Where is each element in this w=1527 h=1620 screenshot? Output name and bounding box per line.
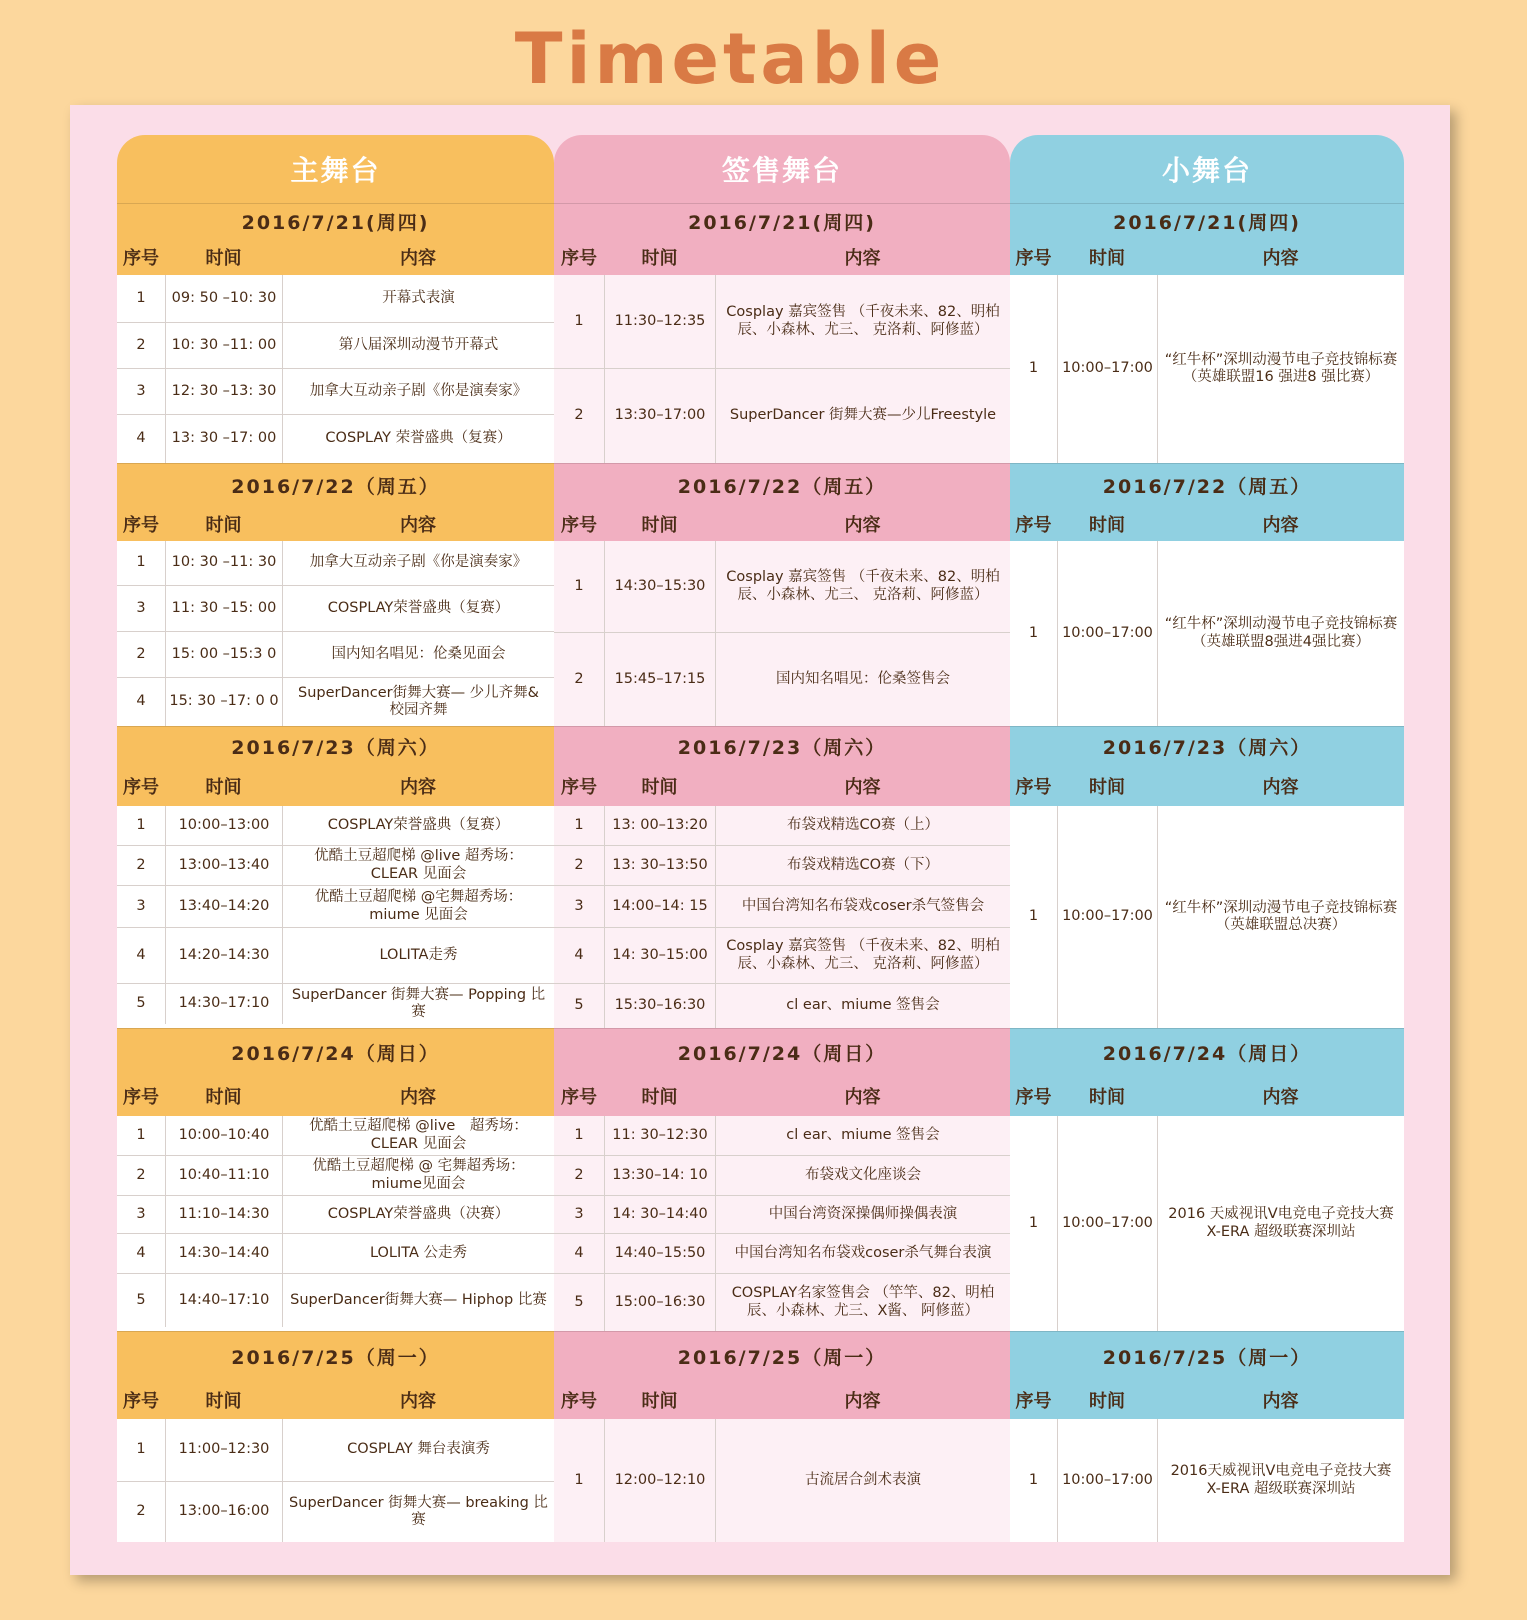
day-date: 2016/7/25（周一） xyxy=(554,1331,1010,1381)
row-number: 1 xyxy=(574,1471,584,1488)
column-header-row xyxy=(554,507,1010,541)
column-header-row xyxy=(117,238,554,275)
table-row xyxy=(117,1156,554,1196)
table-row xyxy=(554,1196,1010,1234)
row-time: 13: 30–13:50 xyxy=(604,846,715,885)
day-schedule xyxy=(1010,1116,1404,1331)
table-row xyxy=(554,369,1010,463)
row-time: 10:40–11:10 xyxy=(165,1156,282,1195)
row-content: COSPLAY 舞台表演秀 xyxy=(282,1419,554,1481)
header-time: 时间 xyxy=(1089,247,1125,269)
row-number: 2 xyxy=(574,1166,584,1183)
row-time: 13:00–13:40 xyxy=(165,846,282,885)
row-number: 4 xyxy=(136,693,146,710)
header-content: 内容 xyxy=(1262,1391,1299,1412)
column-header-row xyxy=(554,1381,1010,1419)
column-header-row xyxy=(117,507,554,541)
header-time: 时间 xyxy=(205,1391,242,1412)
row-number: 3 xyxy=(136,1205,146,1222)
column-header-row xyxy=(117,1381,554,1419)
table-row xyxy=(554,886,1010,928)
day-schedule xyxy=(1010,806,1404,1028)
column-header-row xyxy=(1010,1076,1404,1116)
row-time: 11:00–12:30 xyxy=(165,1419,282,1481)
row-number: 1 xyxy=(1028,1214,1039,1231)
row-number: 1 xyxy=(574,312,584,329)
row-number: 1 xyxy=(1028,908,1039,925)
table-row xyxy=(117,415,554,463)
header-no: 序号 xyxy=(123,247,159,269)
header-no: 序号 xyxy=(561,247,597,269)
table-row xyxy=(554,633,1010,726)
header-no: 序号 xyxy=(1015,777,1052,798)
header-content: 内容 xyxy=(844,1391,881,1412)
row-time: 14:20–14:30 xyxy=(165,928,282,983)
header-time: 时间 xyxy=(205,777,242,798)
day-date: 2016/7/22（周五） xyxy=(117,463,554,507)
row-number: 5 xyxy=(136,1291,146,1308)
row-time: 14:40–17:10 xyxy=(165,1274,282,1327)
header-content: 内容 xyxy=(400,247,436,269)
day-schedule xyxy=(117,541,554,726)
column-header-row xyxy=(554,238,1010,275)
row-content: SuperDancer 街舞大赛— Popping 比赛 xyxy=(282,984,554,1024)
day-schedule xyxy=(1010,541,1404,726)
table-row xyxy=(117,275,554,323)
header-no: 序号 xyxy=(123,515,159,536)
header-content: 内容 xyxy=(400,777,436,798)
column-header-row xyxy=(1010,766,1404,806)
row-content: Cosplay 嘉宾签售 （千夜未来、82、明柏辰、小森林、尤三、 克洛莉、阿修蓝） xyxy=(715,928,1010,983)
row-number: 4 xyxy=(136,1244,146,1261)
table-row xyxy=(554,1234,1010,1274)
row-number: 1 xyxy=(1028,1471,1039,1488)
main-stage-column xyxy=(117,135,554,1542)
row-number: 4 xyxy=(136,430,146,447)
column-header-row xyxy=(1010,507,1404,541)
header-time: 时间 xyxy=(641,515,678,536)
row-time: 10:00–17:00 xyxy=(1057,275,1157,463)
row-number: 1 xyxy=(1028,624,1039,641)
row-number: 2 xyxy=(574,670,584,687)
header-content: 内容 xyxy=(844,1087,881,1108)
row-content: 中国台湾知名布袋戏coser杀气舞台表演 xyxy=(715,1234,1010,1273)
row-time: 12: 30 –13: 30 xyxy=(165,369,282,414)
table-row xyxy=(117,632,554,678)
row-time: 15: 30 –17: 0 0 xyxy=(165,678,282,726)
small-stage-column xyxy=(1010,135,1404,1542)
row-content: “红牛杯”深圳动漫节电子竞技锦标赛 （英雄联盟16 强进8 强比赛） xyxy=(1157,275,1404,463)
header-time: 时间 xyxy=(205,515,242,536)
row-time: 15:45–17:15 xyxy=(604,633,715,726)
day-date: 2016/7/24（周日） xyxy=(554,1028,1010,1076)
row-number: 3 xyxy=(574,1205,584,1222)
row-time: 09: 50 –10: 30 xyxy=(165,275,282,322)
row-time: 15:30–16:30 xyxy=(604,984,715,1028)
day-date: 2016/7/24（周日） xyxy=(117,1028,554,1076)
table-row xyxy=(554,541,1010,633)
row-time: 14:30–17:10 xyxy=(165,984,282,1024)
row-content: Cosplay 嘉宾签售 （千夜未来、82、明柏辰、小森林、尤三、 克洛莉、阿修蓝） xyxy=(715,275,1010,368)
row-time: 13: 00–13:20 xyxy=(604,806,715,845)
row-content: COSPLAY 荣誉盛典（复赛） xyxy=(282,415,554,463)
row-time: 14:30–15:30 xyxy=(604,541,715,632)
row-number: 2 xyxy=(136,336,146,353)
stage-title: 主舞台 xyxy=(117,135,554,203)
row-number: 1 xyxy=(136,554,146,571)
row-content: cl ear、miume 签售会 xyxy=(715,984,1010,1028)
header-no: 序号 xyxy=(123,1087,159,1108)
row-content: COSPLAY荣誉盛典（决赛） xyxy=(282,1196,554,1233)
table-row xyxy=(554,846,1010,886)
row-time: 10: 30 –11: 00 xyxy=(165,323,282,368)
row-content: COSPLAY荣誉盛典（复赛） xyxy=(282,806,554,845)
row-number: 1 xyxy=(574,577,584,594)
row-time: 13:30–17:00 xyxy=(604,369,715,463)
day-schedule xyxy=(117,1116,554,1331)
header-time: 时间 xyxy=(641,247,678,269)
row-content: 优酷土豆超爬梯 @live 超秀场： CLEAR 见面会 xyxy=(282,846,554,885)
row-content: 布袋戏文化座谈会 xyxy=(715,1156,1010,1195)
header-content: 内容 xyxy=(400,1391,436,1412)
table-row xyxy=(117,1274,554,1327)
table-row xyxy=(1010,1116,1404,1331)
row-content: Cosplay 嘉宾签售 （千夜未来、82、明柏辰、小森林、尤三、 克洛莉、阿修蓝） xyxy=(715,541,1010,632)
day-schedule xyxy=(554,806,1010,1028)
row-content: 国内知名唱见：伦桑签售会 xyxy=(715,633,1010,726)
row-content: LOLITA走秀 xyxy=(282,928,554,983)
day-schedule xyxy=(1010,1419,1404,1542)
header-no: 序号 xyxy=(561,1391,597,1412)
day-date: 2016/7/23（周六） xyxy=(1010,726,1404,766)
table-row xyxy=(117,1419,554,1482)
day-schedule xyxy=(554,1419,1010,1542)
row-content: 第八届深圳动漫节开幕式 xyxy=(282,323,554,368)
row-number: 1 xyxy=(136,1126,146,1143)
row-number: 1 xyxy=(1028,360,1039,377)
table-row xyxy=(117,886,554,928)
day-date: 2016/7/22（周五） xyxy=(1010,463,1404,507)
row-number: 1 xyxy=(136,289,146,306)
day-date: 2016/7/25（周一） xyxy=(117,1331,554,1381)
day-schedule xyxy=(117,275,554,463)
stage-title: 签售舞台 xyxy=(554,135,1010,203)
header-no: 序号 xyxy=(123,777,159,798)
row-number: 1 xyxy=(574,816,584,833)
table-row xyxy=(554,806,1010,846)
day-schedule xyxy=(117,806,554,1028)
row-content: 中国台湾知名布袋戏coser杀气签售会 xyxy=(715,886,1010,927)
row-time: 10:00–17:00 xyxy=(1057,806,1157,1028)
table-row xyxy=(117,1116,554,1156)
row-number: 4 xyxy=(136,946,146,963)
day-date: 2016/7/21(周四) xyxy=(1010,203,1404,238)
row-time: 15:00–16:30 xyxy=(604,1274,715,1331)
row-time: 10:00–17:00 xyxy=(1057,1419,1157,1542)
day-schedule xyxy=(117,1419,554,1542)
header-no: 序号 xyxy=(1015,1087,1052,1108)
header-content: 内容 xyxy=(1262,247,1299,269)
row-time: 11: 30–12:30 xyxy=(604,1116,715,1155)
header-time: 时间 xyxy=(205,247,242,269)
row-time: 14:30–14:40 xyxy=(165,1234,282,1273)
table-row xyxy=(117,1234,554,1274)
day-date: 2016/7/22（周五） xyxy=(554,463,1010,507)
sign-stage-column xyxy=(554,135,1010,1542)
header-content: 内容 xyxy=(1262,777,1299,798)
table-row xyxy=(117,984,554,1024)
header-content: 内容 xyxy=(844,247,881,269)
row-time: 14:40–15:50 xyxy=(604,1234,715,1273)
row-time: 14:00–14: 15 xyxy=(604,886,715,927)
row-content: 加拿大互动亲子剧《你是演奏家》 xyxy=(282,541,554,585)
row-time: 14: 30–14:40 xyxy=(604,1196,715,1233)
row-content: 中国台湾资深操偶师操偶表演 xyxy=(715,1196,1010,1233)
column-header-row xyxy=(117,1076,554,1116)
header-time: 时间 xyxy=(641,777,678,798)
day-date: 2016/7/24（周日） xyxy=(1010,1028,1404,1076)
table-row xyxy=(554,1419,1010,1542)
table-row xyxy=(117,541,554,586)
row-time: 13: 30 –17: 00 xyxy=(165,415,282,463)
page-title: Timetable xyxy=(514,18,946,100)
header-content: 内容 xyxy=(1262,515,1299,536)
table-row xyxy=(1010,541,1404,726)
header-no: 序号 xyxy=(561,515,597,536)
day-schedule xyxy=(554,541,1010,726)
row-number: 2 xyxy=(136,856,146,873)
row-content: COSPLAY名家签售会 （竿竿、82、明柏辰、小森林、尤三、X酱、 阿修蓝） xyxy=(715,1274,1010,1331)
row-time: 11: 30 –15: 00 xyxy=(165,586,282,631)
row-content: 加拿大互动亲子剧《你是演奏家》 xyxy=(282,369,554,414)
row-number: 4 xyxy=(574,946,584,963)
table-row xyxy=(554,984,1010,1028)
column-header-row xyxy=(554,1076,1010,1116)
table-row xyxy=(117,928,554,984)
header-no: 序号 xyxy=(561,777,597,798)
header-no: 序号 xyxy=(1015,515,1052,536)
table-row xyxy=(554,1274,1010,1331)
table-row xyxy=(1010,275,1404,463)
day-schedule xyxy=(554,1116,1010,1331)
table-row xyxy=(554,1116,1010,1156)
row-time: 13:00–16:00 xyxy=(165,1482,282,1542)
row-time: 14: 30–15:00 xyxy=(604,928,715,983)
row-number: 3 xyxy=(574,897,584,914)
header-no: 序号 xyxy=(561,1087,597,1108)
row-time: 15: 00 –15:3 0 xyxy=(165,632,282,677)
row-content: 2016 天威视讯V电竞电子竞技大赛 X-ERA 超级联赛深圳站 xyxy=(1157,1116,1404,1331)
stage-title: 小舞台 xyxy=(1010,135,1404,203)
table-row xyxy=(117,1482,554,1542)
table-row xyxy=(554,275,1010,369)
row-time: 10: 30 –11: 30 xyxy=(165,541,282,585)
row-number: 2 xyxy=(136,645,146,662)
row-content: LOLITA 公走秀 xyxy=(282,1234,554,1273)
row-content: “红牛杯”深圳动漫节电子竞技锦标赛 （英雄联盟总决赛） xyxy=(1157,806,1404,1028)
header-no: 序号 xyxy=(1015,247,1052,269)
header-content: 内容 xyxy=(400,515,436,536)
row-time: 10:00–13:00 xyxy=(165,806,282,845)
row-number: 1 xyxy=(574,1126,584,1143)
day-schedule xyxy=(554,275,1010,463)
row-content: 优酷土豆超爬梯 @live 超秀场： CLEAR 见面会 xyxy=(282,1116,554,1155)
header-no: 序号 xyxy=(123,1391,159,1412)
row-content: SuperDancer街舞大赛— 少儿齐舞& 校园齐舞 xyxy=(282,678,554,726)
row-number: 5 xyxy=(136,995,146,1012)
row-time: 10:00–17:00 xyxy=(1057,541,1157,726)
table-row xyxy=(117,846,554,886)
row-number: 1 xyxy=(136,816,146,833)
row-content: 优酷土豆超爬梯 @宅舞超秀场： miume 见面会 xyxy=(282,886,554,927)
day-date: 2016/7/23（周六） xyxy=(554,726,1010,766)
day-date: 2016/7/21(周四) xyxy=(117,203,554,238)
table-row xyxy=(117,369,554,415)
column-header-row xyxy=(554,766,1010,806)
row-number: 2 xyxy=(136,1166,146,1183)
table-row xyxy=(554,928,1010,984)
row-number: 4 xyxy=(574,1244,584,1261)
column-header-row xyxy=(1010,1381,1404,1419)
row-number: 2 xyxy=(574,407,584,424)
row-content: SuperDancer街舞大赛— Hiphop 比赛 xyxy=(282,1274,554,1327)
header-content: 内容 xyxy=(844,515,881,536)
row-time: 11:10–14:30 xyxy=(165,1196,282,1233)
row-content: “红牛杯”深圳动漫节电子竞技锦标赛 （英雄联盟8强进4强比赛） xyxy=(1157,541,1404,726)
row-content: 古流居合剑术表演 xyxy=(715,1419,1010,1542)
row-time: 13:30–14: 10 xyxy=(604,1156,715,1195)
header-time: 时间 xyxy=(641,1087,678,1108)
row-number: 5 xyxy=(574,997,584,1014)
row-content: 国内知名唱见：伦桑见面会 xyxy=(282,632,554,677)
row-number: 3 xyxy=(136,599,146,616)
row-time: 13:40–14:20 xyxy=(165,886,282,927)
row-number: 3 xyxy=(136,382,146,399)
row-time: 12:00–12:10 xyxy=(604,1419,715,1542)
table-row xyxy=(117,678,554,726)
day-schedule xyxy=(1010,275,1404,463)
row-time: 11:30–12:35 xyxy=(604,275,715,368)
header-no: 序号 xyxy=(1015,1391,1052,1412)
table-row xyxy=(117,1196,554,1234)
row-time: 10:00–17:00 xyxy=(1057,1116,1157,1331)
header-content: 内容 xyxy=(844,777,881,798)
row-content: SuperDancer 街舞大赛—少儿Freestyle xyxy=(715,369,1010,463)
row-content: cl ear、miume 签售会 xyxy=(715,1116,1010,1155)
header-time: 时间 xyxy=(1089,777,1125,798)
row-number: 2 xyxy=(136,1503,146,1520)
row-time: 10:00–10:40 xyxy=(165,1116,282,1155)
header-time: 时间 xyxy=(1089,1391,1125,1412)
row-content: 开幕式表演 xyxy=(282,275,554,322)
header-time: 时间 xyxy=(205,1087,242,1108)
row-number: 3 xyxy=(136,897,146,914)
row-content: SuperDancer 街舞大赛— breaking 比赛 xyxy=(282,1482,554,1542)
table-row xyxy=(554,1156,1010,1196)
row-content: COSPLAY荣誉盛典（复赛） xyxy=(282,586,554,631)
row-number: 2 xyxy=(574,856,584,873)
row-number: 5 xyxy=(574,1293,584,1310)
row-content: 布袋戏精选CO赛（上） xyxy=(715,806,1010,845)
row-number: 1 xyxy=(136,1441,146,1458)
row-content: 布袋戏精选CO赛（下） xyxy=(715,846,1010,885)
table-row xyxy=(1010,806,1404,1028)
day-date: 2016/7/25（周一） xyxy=(1010,1331,1404,1381)
row-content: 优酷土豆超爬梯 @ 宅舞超秀场： miume见面会 xyxy=(282,1156,554,1195)
header-time: 时间 xyxy=(641,1391,678,1412)
table-row xyxy=(1010,1419,1404,1542)
header-time: 时间 xyxy=(1089,1087,1125,1108)
column-header-row xyxy=(117,766,554,806)
header-time: 时间 xyxy=(1089,515,1125,536)
header-content: 内容 xyxy=(400,1087,436,1108)
column-header-row xyxy=(1010,238,1404,275)
table-row xyxy=(117,806,554,846)
table-row xyxy=(117,586,554,632)
row-content: 2016天威视讯V电竞电子竞技大赛 X-ERA 超级联赛深圳站 xyxy=(1157,1419,1404,1542)
table-row xyxy=(117,323,554,369)
header-content: 内容 xyxy=(1262,1087,1299,1108)
day-date: 2016/7/21(周四) xyxy=(554,203,1010,238)
day-date: 2016/7/23（周六） xyxy=(117,726,554,766)
